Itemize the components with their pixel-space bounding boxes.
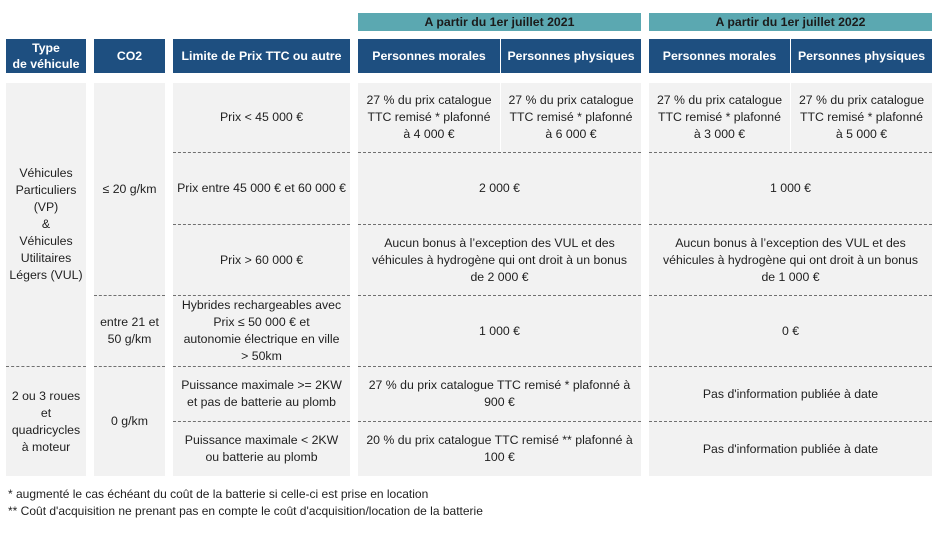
- value-r2-2021: 2 000 €: [478, 181, 521, 195]
- value-r4-2021: 1 000 €: [478, 323, 521, 338]
- period-header-2021: A partir du 1er juillet 2021: [358, 13, 641, 31]
- value-r6-2022: Pas d'information publiée à date: [702, 441, 879, 456]
- limit-price-under-45000: Prix < 45 000 €: [219, 110, 304, 124]
- value-r3-2021: Aucun bonus à l’exception des VUL et des véhicules à hydrogène qui ont droit à un bonus de 2 000 €: [372, 235, 627, 284]
- vehicle-type-vp-vul: Véhicules Particuliers (VP) & Véhicules Utilitaires Légers (VUL): [9, 166, 83, 282]
- value-r1-morales-2022: 27 % du prix catalogue TTC remisé * plafonné à 3 000 €: [656, 93, 783, 141]
- column-header-morales-2021: Personnes morales: [358, 39, 500, 73]
- limit-hybrid: Hybrides rechargeables avec Prix ≤ 50 000 € et autonomie électrique en ville > 50km: [181, 298, 342, 363]
- value-r1-physiques-2022: 27 % du prix catalogue TTC remisé * plafonné à 5 000 €: [798, 93, 925, 141]
- column-header-morales-2022: Personnes morales: [649, 39, 790, 73]
- limit-power-under-2kw: Puissance maximale < 2KW ou batterie au plomb: [184, 433, 339, 464]
- footnote-2: ** Coût d'acquisition ne prenant pas en compte le coût d'acquisition/location de la batterie: [8, 504, 483, 518]
- value-r5-2022: Pas d'information publiée à date: [702, 386, 879, 401]
- value-r2-2022: 1 000 €: [769, 181, 812, 195]
- co2-zero: 0 g/km: [111, 414, 148, 428]
- footnote-1: * augmenté le cas échéant du coût de la batterie si celle-ci est prise en location: [8, 487, 429, 501]
- limit-price-45000-60000: Prix entre 45 000 € et 60 000 €: [177, 181, 346, 195]
- column-header-vehicle-type: Type de véhicule: [6, 39, 86, 73]
- column-header-physiques-2021: Personnes physiques: [501, 39, 641, 73]
- co2-21-50: entre 21 et 50 g/km: [100, 315, 159, 346]
- period-header-2022: A partir du 1er juillet 2022: [649, 13, 932, 31]
- column-header-price-limit: Limite de Prix TTC ou autre: [173, 39, 350, 73]
- column-header-co2: CO2: [94, 39, 165, 73]
- value-r6-2021: 20 % du prix catalogue TTC remisé ** plafonné à 100 €: [366, 433, 633, 464]
- value-r3-2022: Aucun bonus à l’exception des VUL et des véhicules à hydrogène qui ont droit à un bonus de 1 000 €: [663, 235, 918, 284]
- value-r1-morales-2021: 27 % du prix catalogue TTC remisé * plafonné à 4 000 €: [366, 93, 492, 141]
- co2-le-20: ≤ 20 g/km: [102, 181, 157, 196]
- value-r5-2021: 27 % du prix catalogue TTC remisé * plafonné à 900 €: [368, 378, 631, 409]
- value-r1-physiques-2021: 27 % du prix catalogue TTC remisé * plafonné à 6 000 €: [508, 93, 634, 141]
- limit-power-over-2kw: Puissance maximale >= 2KW et pas de batterie au plomb: [181, 378, 342, 409]
- value-r4-2022: 0 €: [781, 323, 800, 338]
- column-header-physiques-2022: Personnes physiques: [791, 39, 932, 73]
- limit-price-over-60000: Prix > 60 000 €: [219, 252, 304, 267]
- vehicle-type-two-three-wheels: 2 ou 3 roues et quadricycles à moteur: [11, 388, 81, 454]
